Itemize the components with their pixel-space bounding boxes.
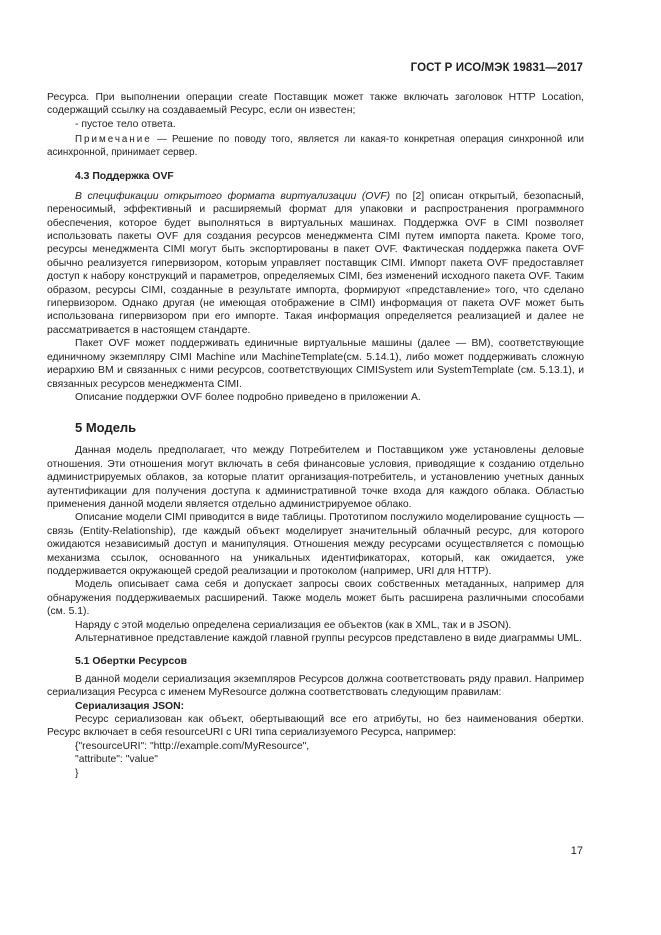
paragraph-text: по [2] описан открытый, безопасный, переносимый, эффективный и расширяемый формат для упаковки и распространения программного обеспечения, которое будет выполняться в виртуальных машинах. Поддержка OVF в CIMI позволяет использовать пакеты OVF для создания ресурсов менеджмента CIMI путем импорта пакета. Кроме того, ресурсы менеджмента CIMI могут быть экспортированы в пакет OVF. Фактическая поддержка пакета OVF обычно реализуется гипервизором, которым управляет поставщик CIMI. Импорт пакета OVF предоставляет доступ к набору конструкций и параметров, определяемых CIMI, без изменений исходного пакета OVF. Таким образом, ресурсы CIMI, созданные в результате импорта, формируют «представление» того, что сделано гипервизором. Однако другая (не имеющая отображение в CIMI) информация от пакета OVF может быть использована гипервизором при его импорте. Такая информация определяется реализацией и далее не рассматривается в настоящем стандарте. <box>47 190 584 336</box>
document-body <box>47 91 584 780</box>
note <box>47 134 584 159</box>
note-label: Примечание <box>75 134 152 146</box>
paragraph <box>47 190 584 337</box>
italic-term: В спецификации открытого формата виртуализации (OVF) <box>75 190 391 202</box>
paragraph: В данной модели сериализация экземпляров Ресурсов должна соответствовать ряду правил. Например сериализация Ресурса с именем MyResource должна соответствовать следующим правилам: <box>47 673 584 699</box>
code-line: {"resourceURI": "http://example.com/MyResource", <box>75 740 310 752</box>
paragraph: Описание модели CIMI приводится в виде таблицы. Прототипом послужило моделирование сущность — связь (Entity-Relationship), где каждый объект моделирует значительный облачный ресурс, для которого ожидаются независимый доступ и манипуляция. Отношения между ресурсами осуществляется с помощью механизма ссылок, основанного на уникальных идентификаторах, который, как ожидается, уже поддерживается окружающей средой реализации и протоколом (например, URI для HTTP). <box>47 512 584 577</box>
section-heading-5-1: 5.1 Обертки Ресурсов <box>75 656 187 668</box>
code-line: "attribute": "value" <box>75 754 158 766</box>
paragraph: Наряду с этой моделью определена сериализация ее объектов (как в XML, так и в JSON). <box>75 619 512 631</box>
paragraph: Описание поддержки OVF более подробно приведено в приложении А. <box>75 391 421 403</box>
subheading-json: Сериализация JSON: <box>75 700 185 712</box>
note-text: — Решение по поводу того, является ли какая-то конкретная операция синхронной или асинхронной, принимает сервер. <box>47 134 584 158</box>
list-item: - пустое тело ответа. <box>75 118 176 130</box>
paragraph: Пакет OVF может поддерживать единичные виртуальные машины (далее — ВМ), соответствующие единичному экземпляру CIMI Machine или MachineTemplate(см. 5.14.1), либо может поддерживать сложную иерархию ВМ и связанных с ними ресурсов, соответствующих CIMISystem или SystemTemplate (см. 5.13.1), и связанных ресурсов менеджмента CIMI. <box>47 338 584 390</box>
paragraph: Ресурс сериализован как объект, обертывающий все его атрибуты, но без наименования обертки. Ресурс включает в себя resourceURI с URI типа сериализуемого Ресурса, например: <box>47 714 584 739</box>
code-line: } <box>75 767 79 779</box>
paragraph: Альтернативное представление каждой главной группы ресурсов представлено в виде диаграммы UML. <box>75 633 582 644</box>
paragraph: Модель описывает сама себя и допускает запросы своих собственных метаданных, например для обнаружения поддерживаемых расширений. Также модель может быть расширена различными способами (см. 5.1). <box>47 579 584 618</box>
paragraph: Данная модель предполагает, что между Потребителем и Поставщиком уже установлены деловые отношения. Эти отношения могут включать в себя финансовые условия, приводящие к созданию отдельно администрируемых облаков, за которые платит организация-потребитель, и установлению учетных данных аутентификации для получения доступа к административной точке входа для каждого облака. Областью применения данной модели является отдельно администрируемое облако. <box>47 445 584 510</box>
page-number: 17 <box>570 845 583 857</box>
document-header: ГОСТ Р ИСО/МЭК 19831—2017 <box>410 62 583 74</box>
section-heading-4-3: 4.3 Поддержка OVF <box>75 171 174 183</box>
paragraph: Ресурса. При выполнении операции create Поставщик может также включать заголовок HTTP Location, содержащий ссылку на создаваемый Ресурс, если он известен; <box>47 92 584 117</box>
section-heading-5: 5 Модель <box>75 420 137 436</box>
